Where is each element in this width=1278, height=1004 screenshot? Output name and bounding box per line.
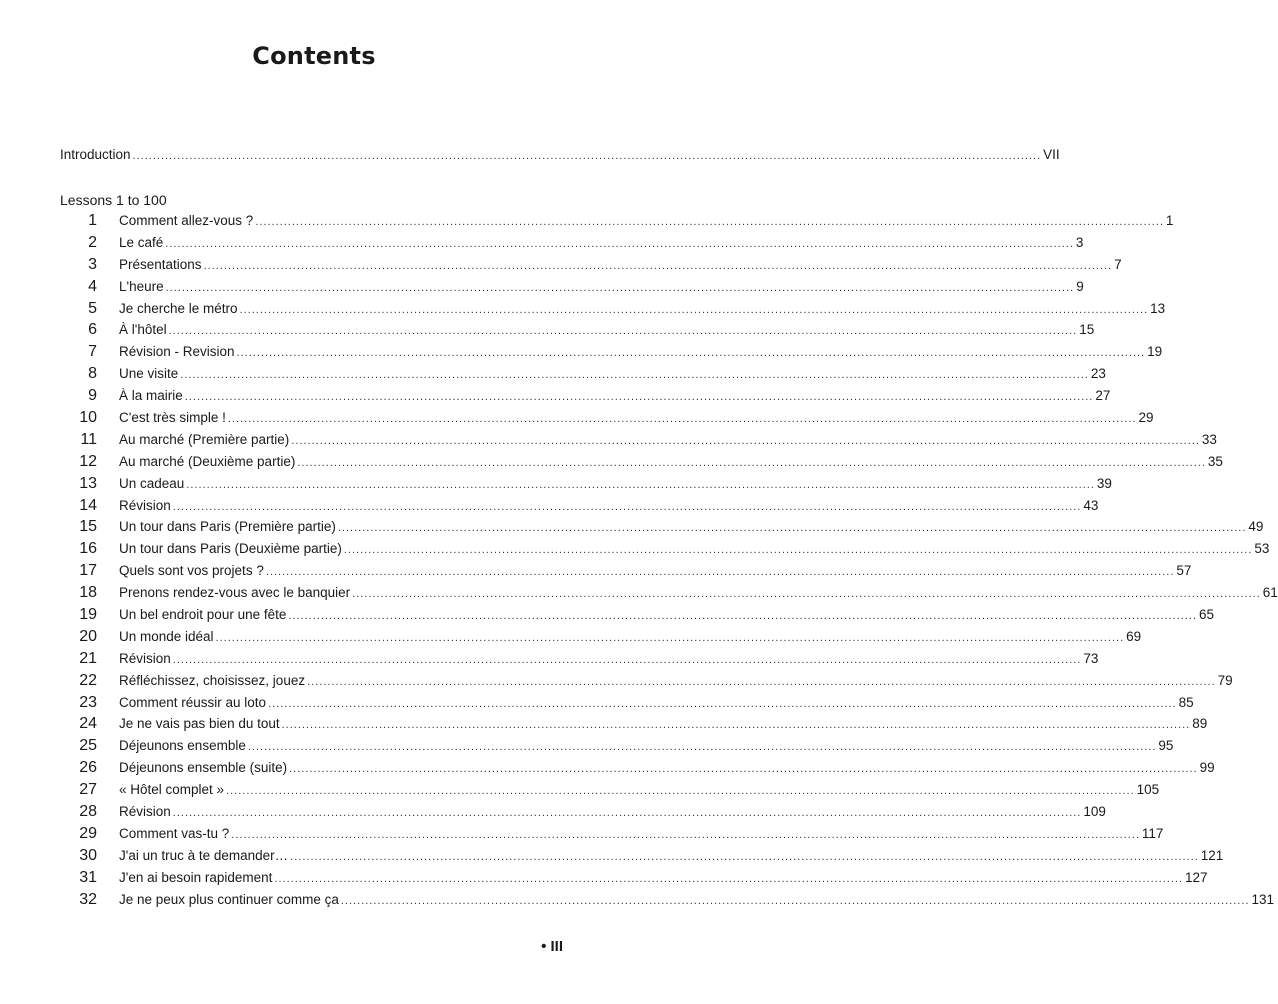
lesson-number: 28 <box>79 803 97 821</box>
toc-lesson-entry[interactable] <box>60 343 1163 365</box>
dot-leader <box>282 719 1191 731</box>
toc-lesson-entry[interactable] <box>60 518 1264 540</box>
toc-page-number: 131 <box>1251 891 1274 907</box>
toc-lesson-entry[interactable] <box>60 562 1192 584</box>
toc-lesson-entry[interactable] <box>60 824 1164 847</box>
dot-leader <box>173 501 1082 513</box>
dot-leader <box>226 785 1135 797</box>
toc-entry-title: Introduction <box>60 147 131 162</box>
toc-page-number: 109 <box>1083 804 1106 820</box>
toc-lesson-entry[interactable] <box>60 649 1099 672</box>
page-title: Contents <box>252 42 376 70</box>
lesson-title: Je ne vais pas bien du tout <box>119 716 280 732</box>
dot-leader <box>352 588 1261 600</box>
lesson-number: 17 <box>79 562 97 580</box>
toc-page-number: 69 <box>1126 628 1142 644</box>
dot-leader <box>231 829 1140 841</box>
dot-leader <box>290 851 1199 863</box>
lesson-title: Une visite <box>119 366 179 382</box>
lesson-title: Un tour dans Paris (Deuxième partie) <box>119 541 342 557</box>
dot-leader <box>266 566 1175 578</box>
lesson-number: 32 <box>79 890 97 908</box>
toc-page-number: 19 <box>1147 344 1163 360</box>
dot-leader <box>338 522 1247 534</box>
lesson-number: 14 <box>79 496 97 514</box>
toc-lesson-entry[interactable] <box>60 430 1217 453</box>
lesson-title: Je ne peux plus continuer comme ça <box>119 891 339 907</box>
toc-page-number: 49 <box>1248 519 1264 535</box>
toc-lesson-entry[interactable] <box>60 715 1208 737</box>
lesson-title: Comment vas-tu ? <box>119 825 230 841</box>
toc-page-number: 43 <box>1083 497 1099 513</box>
lesson-number: 3 <box>88 255 97 273</box>
toc-page-number: 35 <box>1207 453 1223 469</box>
dot-leader <box>204 260 1113 272</box>
toc-page-number: 61 <box>1262 585 1278 601</box>
lesson-title: Révision <box>119 804 171 820</box>
dot-leader <box>307 676 1216 688</box>
toc-page-number: 89 <box>1192 716 1208 732</box>
lesson-title: C'est très simple ! <box>119 410 226 426</box>
dot-leader <box>237 347 1146 359</box>
lesson-number: 16 <box>79 540 97 558</box>
toc-page-number: 15 <box>1079 322 1095 338</box>
dot-leader <box>133 150 1042 162</box>
toc-page-number: 39 <box>1096 475 1112 491</box>
dot-leader <box>185 391 1094 403</box>
lesson-number: 2 <box>88 233 97 251</box>
lesson-title: Prenons rendez-vous avec le banquier <box>119 585 351 601</box>
lesson-title: Révision <box>119 650 171 666</box>
toc-page-number: 9 <box>1076 278 1084 294</box>
lesson-title: Au marché (Première partie) <box>119 431 290 447</box>
toc-page-number: 95 <box>1158 738 1174 754</box>
dot-leader <box>216 632 1125 644</box>
toc-lesson-entry[interactable] <box>60 803 1106 825</box>
toc-page-number: 53 <box>1254 541 1270 557</box>
toc-lesson-entry[interactable] <box>60 627 1142 650</box>
lesson-number: 31 <box>79 868 97 886</box>
toc-page-number: 85 <box>1178 694 1194 710</box>
lesson-title: À la mairie <box>119 388 183 404</box>
page-folio: • III <box>541 938 563 955</box>
toc-lesson-entry[interactable] <box>60 365 1106 387</box>
toc-page-number: 121 <box>1200 847 1224 863</box>
toc-lesson-entry[interactable] <box>60 737 1174 759</box>
lesson-title: L'heure <box>119 278 164 294</box>
lesson-title: J'ai un truc à te demander… <box>119 847 289 863</box>
dot-leader <box>169 325 1078 337</box>
lesson-number: 6 <box>88 321 97 339</box>
toc-lesson-entry[interactable] <box>60 474 1112 497</box>
lesson-number: 30 <box>79 846 97 864</box>
lesson-title: Un cadeau <box>119 475 185 491</box>
toc-page-number: 79 <box>1217 672 1233 688</box>
lesson-number: 27 <box>79 781 97 799</box>
toc-lesson-entry[interactable] <box>60 671 1233 694</box>
toc-lesson-entry[interactable] <box>60 409 1154 431</box>
lesson-number: 8 <box>88 365 97 383</box>
lesson-number: 15 <box>79 518 97 536</box>
toc-lesson-entry[interactable] <box>60 321 1095 343</box>
toc-lesson-entry[interactable] <box>60 299 1166 322</box>
lesson-number: 25 <box>79 737 97 755</box>
toc-page-number: 127 <box>1185 869 1208 885</box>
lesson-number: 5 <box>88 299 97 317</box>
toc-page-number: 33 <box>1201 431 1217 447</box>
toc-lesson-entry[interactable] <box>60 584 1278 606</box>
lesson-title: Un monde idéal <box>119 628 214 644</box>
toc-lesson-entry[interactable] <box>60 233 1084 256</box>
lesson-title: À l'hôtel <box>119 322 167 338</box>
dot-leader <box>268 698 1177 710</box>
lesson-title: Le café <box>119 234 164 250</box>
lesson-title: Quels sont vos projets ? <box>119 563 264 579</box>
dot-leader <box>186 479 1095 491</box>
lesson-number: 9 <box>88 387 97 405</box>
toc-lesson-entry[interactable] <box>60 759 1215 781</box>
lesson-title: Comment réussir au loto <box>119 694 267 710</box>
toc-page-number: 7 <box>1114 256 1122 272</box>
lesson-title: Je cherche le métro <box>119 300 238 316</box>
dot-leader <box>173 807 1082 819</box>
lesson-number: 7 <box>88 343 97 361</box>
lesson-number: 29 <box>79 824 97 842</box>
lesson-number: 12 <box>79 452 97 470</box>
dot-leader <box>341 895 1250 907</box>
toc-page-number: 1 <box>1165 213 1174 228</box>
toc-introduction[interactable] <box>60 147 1060 162</box>
toc-lesson-entry[interactable] <box>60 452 1223 475</box>
lesson-number: 4 <box>88 277 97 295</box>
dot-leader <box>228 413 1137 425</box>
dot-leader <box>289 763 1198 775</box>
lesson-number: 11 <box>80 430 97 448</box>
dot-leader <box>165 238 1074 250</box>
lesson-number: 24 <box>79 715 97 733</box>
toc-page-number: 99 <box>1199 760 1215 776</box>
lesson-number: 26 <box>79 759 97 777</box>
toc-page-number: 65 <box>1198 607 1214 623</box>
toc-page-number: 3 <box>1075 234 1084 250</box>
toc-lesson-entry[interactable] <box>60 781 1160 803</box>
dot-leader <box>166 282 1075 294</box>
dot-leader <box>180 369 1089 381</box>
toc-page-number: 73 <box>1083 650 1099 666</box>
toc-lesson-entry[interactable] <box>60 212 1174 234</box>
lesson-number: 18 <box>79 584 97 602</box>
lesson-title: Présentations <box>119 256 202 272</box>
lesson-title: Déjeunons ensemble <box>119 738 246 754</box>
lesson-title: « Hôtel complet » <box>119 782 225 798</box>
dot-leader <box>274 873 1183 885</box>
lesson-list <box>60 212 1278 913</box>
lesson-number: 23 <box>79 693 97 711</box>
toc-page-number: 105 <box>1136 782 1160 798</box>
toc-lesson-entry[interactable] <box>60 387 1111 409</box>
toc-lesson-entry[interactable] <box>60 255 1122 278</box>
toc-page-number: 23 <box>1090 366 1106 382</box>
lesson-number: 10 <box>79 409 97 427</box>
lesson-number: 1 <box>88 212 97 229</box>
dot-leader <box>255 216 1164 228</box>
dot-leader <box>297 457 1206 469</box>
lesson-number: 19 <box>79 606 97 624</box>
dot-leader <box>291 435 1200 447</box>
lesson-title: J'en ai besoin rapidement <box>119 869 273 885</box>
toc-lesson-entry[interactable] <box>60 693 1194 716</box>
lesson-title: Un tour dans Paris (Première partie) <box>119 519 336 535</box>
lesson-title: Un bel endroit pour une fête <box>119 607 287 623</box>
toc-page-number: 27 <box>1095 388 1111 404</box>
section-heading: Lessons 1 to 100 <box>60 192 167 208</box>
toc-page-number: 117 <box>1141 825 1164 841</box>
toc-page-number: 57 <box>1176 563 1192 579</box>
toc-lesson-entry[interactable] <box>60 868 1208 891</box>
toc-lesson-entry[interactable] <box>60 890 1274 913</box>
toc-page-number: VII <box>1043 147 1060 162</box>
toc-lesson-entry[interactable] <box>60 496 1099 519</box>
lesson-title: Révision <box>119 497 171 513</box>
dot-leader <box>344 544 1253 556</box>
toc-lesson-entry[interactable] <box>60 540 1270 562</box>
lesson-title: Au marché (Deuxième partie) <box>119 453 296 469</box>
lesson-number: 13 <box>79 474 97 492</box>
toc-lesson-entry[interactable] <box>60 277 1084 300</box>
lesson-title: Déjeunons ensemble (suite) <box>119 760 288 776</box>
lesson-number: 20 <box>79 627 97 645</box>
toc-page-number: 13 <box>1150 300 1166 316</box>
toc-lesson-entry[interactable] <box>60 606 1214 628</box>
lesson-title: Réfléchissez, choisissez, jouez <box>119 672 306 688</box>
dot-leader <box>288 610 1197 622</box>
lesson-title: Comment allez-vous ? <box>119 213 254 228</box>
toc-page-number: 29 <box>1138 410 1154 426</box>
toc-lesson-entry[interactable] <box>60 846 1224 869</box>
lesson-title: Révision - Revision <box>119 344 235 360</box>
dot-leader <box>248 741 1157 753</box>
lesson-number: 22 <box>79 671 97 689</box>
lesson-number: 21 <box>79 649 97 667</box>
dot-leader <box>240 304 1149 316</box>
dot-leader <box>173 654 1082 666</box>
